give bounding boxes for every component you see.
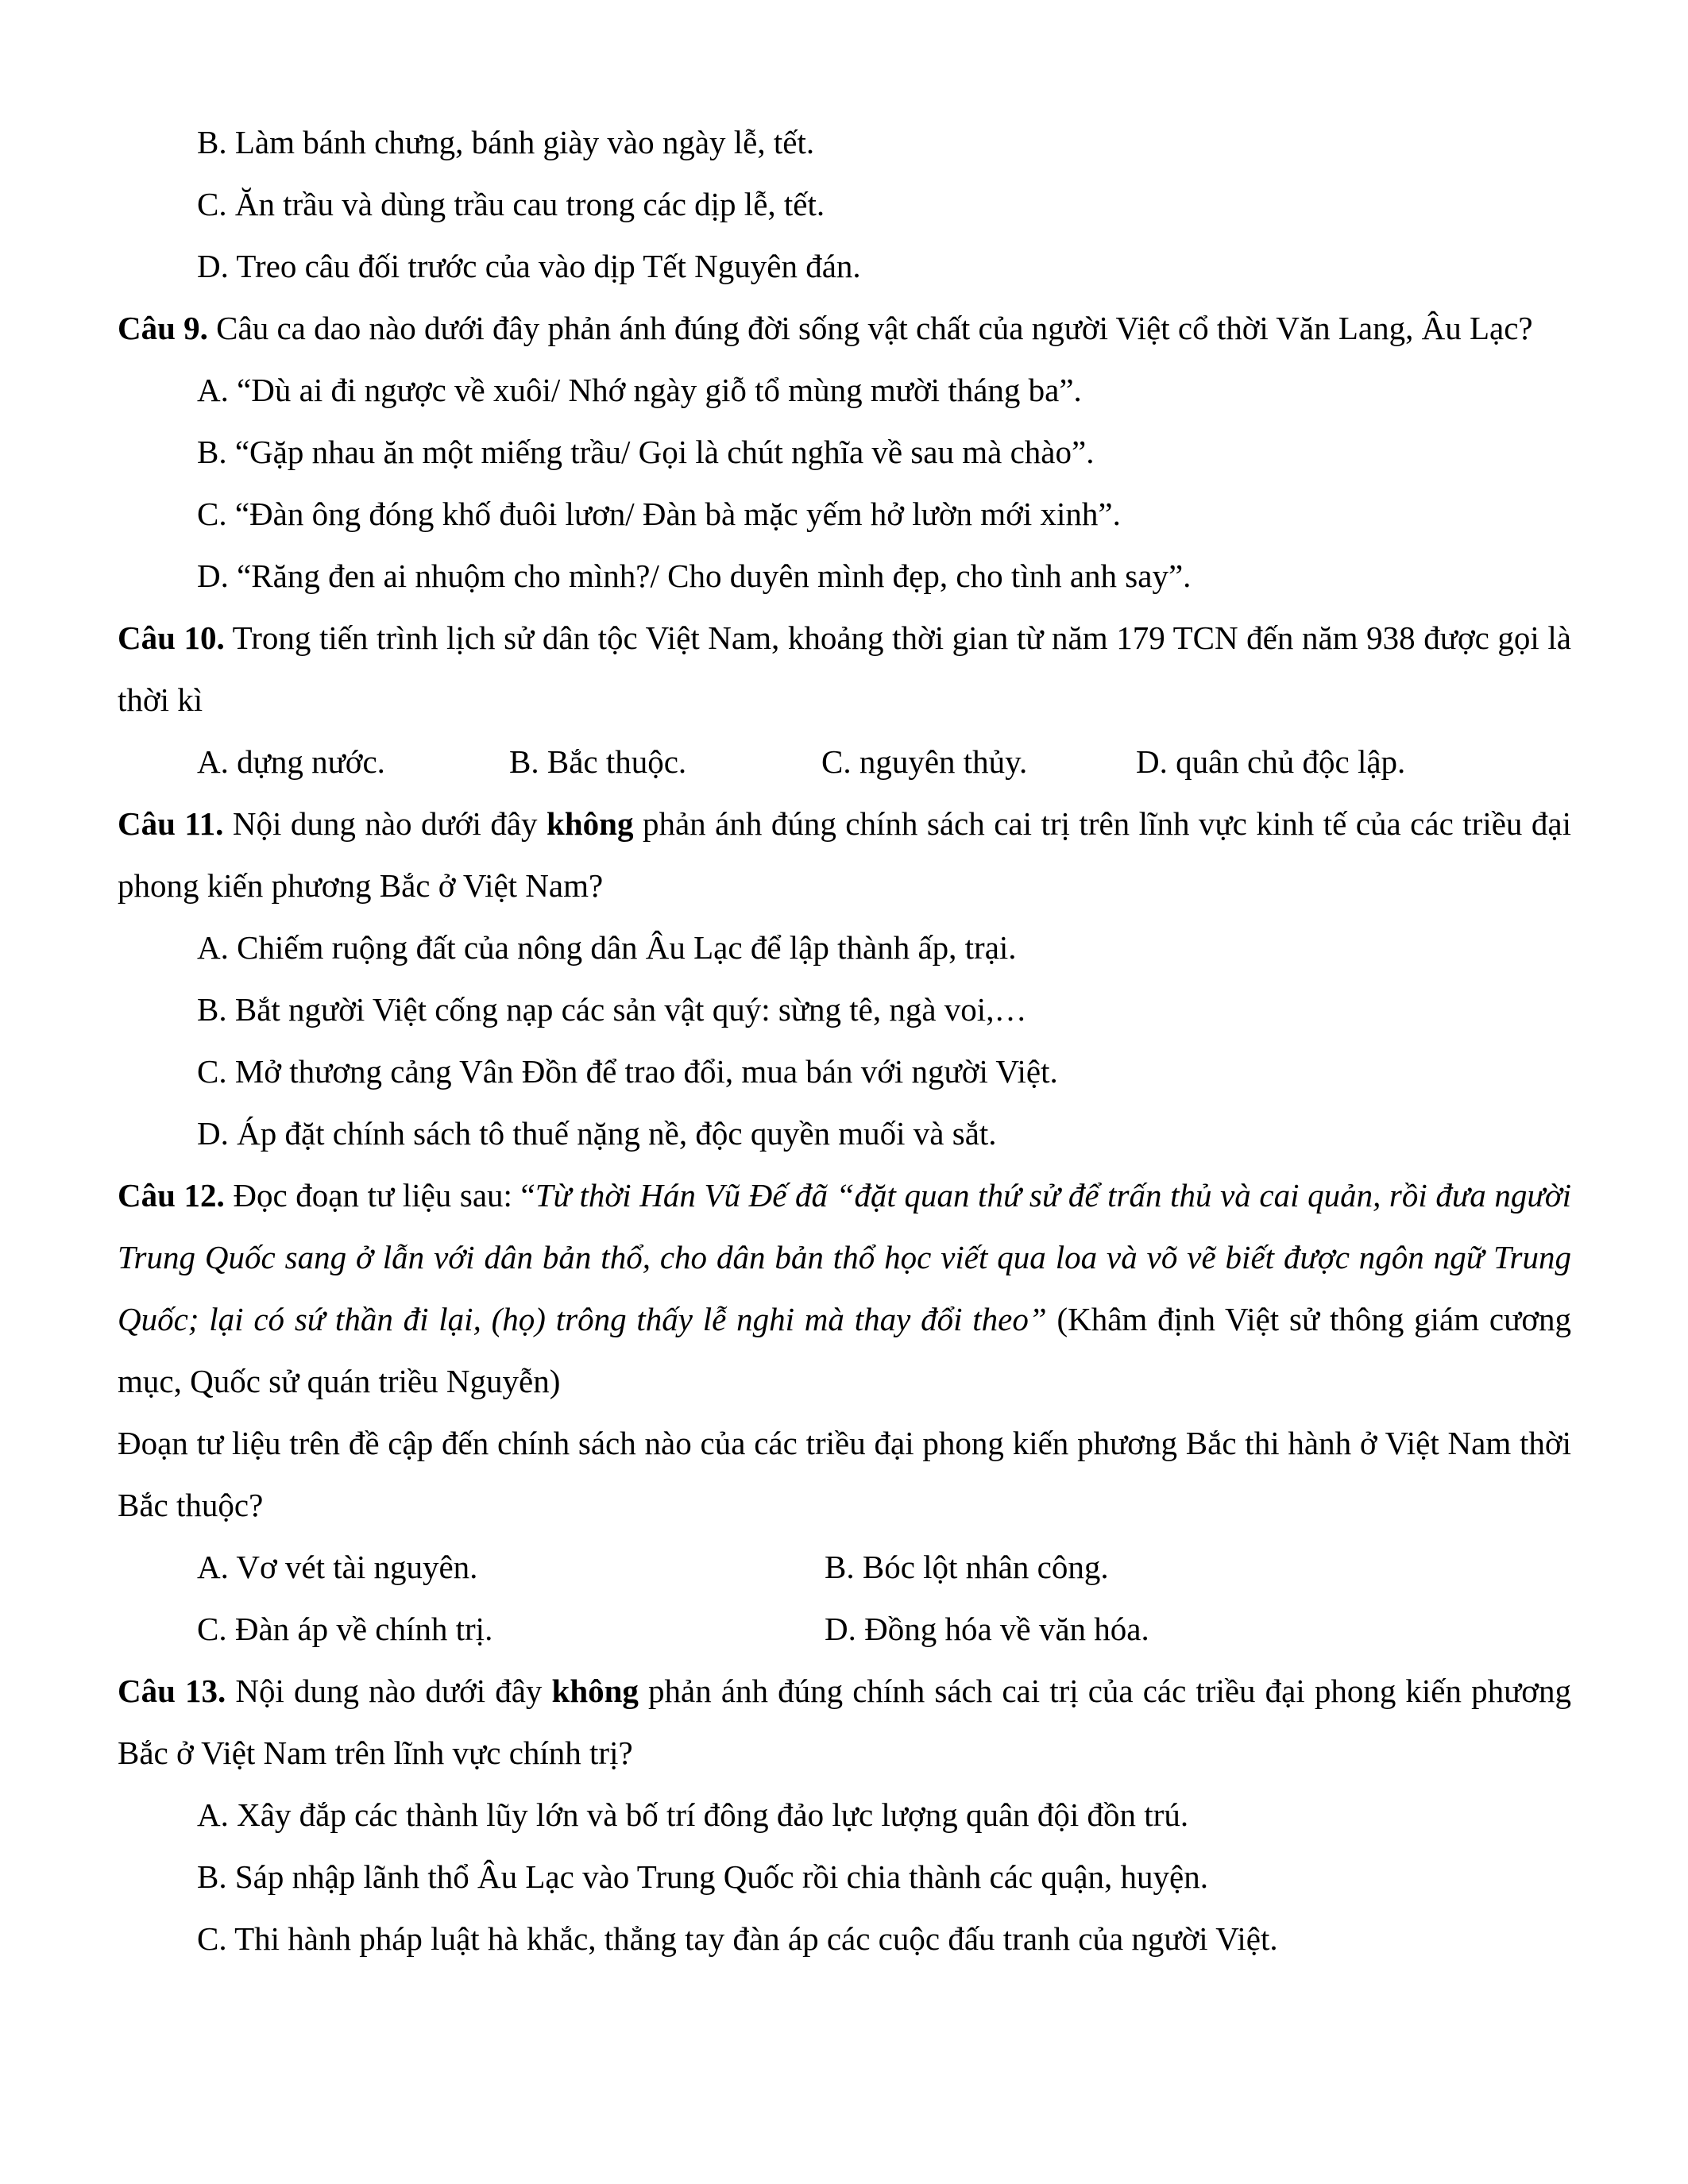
question-12-intro: Đọc đoạn tư liệu sau: “ <box>224 1177 535 1214</box>
question-12-question: Đoạn tư liệu trên đề cập đến chính sách nào của các triều đại phong kiến phương Bắc thi hành ở Việt Nam thời Bắc thuộc? <box>118 1425 1571 1523</box>
question-12-option-c: C. Đàn áp về chính trị. <box>197 1611 493 1647</box>
question-8-option-d: D. Treo câu đối trước của vào dịp Tết Nguyên đán. <box>197 248 861 284</box>
question-13-emphasis: không <box>551 1673 639 1709</box>
question-11-text-b: phản ánh đúng chính sách cai trị trên lĩnh vực kinh tế của các triều đại phong kiến phương Bắc ở Việt Nam? <box>118 805 1571 904</box>
question-11-text-a: Nội dung nào dưới đây <box>223 805 547 842</box>
question-10-option-c: C. nguyên thủy. <box>821 743 1028 780</box>
question-8-option-c: C. Ăn trầu và dùng trầu cau trong các dịp lễ, tết. <box>197 186 825 222</box>
question-11-option-a: A. Chiếm ruộng đất của nông dân Âu Lạc để lập thành ấp, trại. <box>197 929 1017 966</box>
question-12-option-a: A. Vơ vét tài nguyên. <box>197 1549 478 1585</box>
question-9-option-d: D. “Răng đen ai nhuộm cho mình?/ Cho duyên mình đẹp, cho tình anh say”. <box>197 558 1192 594</box>
question-9-option-c: C. “Đàn ông đóng khố đuôi lươn/ Đàn bà mặc yếm hở lườn mới xinh”. <box>197 496 1121 532</box>
question-11 <box>118 793 1571 1164</box>
question-9-text: Câu ca dao nào dưới đây phản ánh đúng đời sống vật chất của người Việt cổ thời Văn Lang, Âu Lạc? <box>207 310 1533 346</box>
question-12-passage <box>118 1164 1571 1412</box>
question-11-option-d: D. Áp đặt chính sách tô thuế nặng nề, độc quyền muối và sắt. <box>197 1115 997 1152</box>
question-13-stem <box>118 1660 1571 1784</box>
question-9-option-b: B. “Gặp nhau ăn một miếng trầu/ Gọi là chút nghĩa về sau mà chào”. <box>197 434 1095 470</box>
question-12-quote: Từ thời Hán Vũ Đế đã “đặt quan thứ sử để trấn thủ và cai quản, rồi đưa người Trung Quốc sang ở lẫn với dân bản thổ, cho dân bản thổ học viết qua loa và võ vẽ biết được ngôn ngữ Trung Quốc; lại có sứ thần đi lại, (họ) trông thấy lễ nghi mà thay đổi theo” <box>118 1177 1571 1337</box>
question-10-option-a: A. dựng nước. <box>197 743 385 780</box>
question-11-label: Câu 11. <box>118 805 224 842</box>
question-9-stem <box>118 297 1571 359</box>
question-10-text: Trong tiến trình lịch sử dân tộc Việt Nam, khoảng thời gian từ năm 179 TCN đến năm 938 được gọi là thời kì <box>118 619 1571 718</box>
question-11-emphasis: không <box>547 805 634 842</box>
question-9-option-a: A. “Dù ai đi ngược về xuôi/ Nhớ ngày giỗ tổ mùng mười tháng ba”. <box>197 372 1082 408</box>
question-13 <box>118 1660 1571 1970</box>
question-11-stem <box>118 793 1571 916</box>
question-12-source: (Khâm định Việt sử thông giám cương mục, Quốc sử quán triều Nguyễn) <box>118 1301 1571 1399</box>
question-13-text-b: phản ánh đúng chính sách cai trị của các triều đại phong kiến phương Bắc ở Việt Nam trên lĩnh vực chính trị? <box>118 1673 1571 1771</box>
question-10-options <box>118 731 1571 793</box>
question-10-option-d: D. quân chủ độc lập. <box>1136 743 1406 780</box>
question-13-option-c: C. Thi hành pháp luật hà khắc, thẳng tay đàn áp các cuộc đấu tranh của người Việt. <box>197 1920 1278 1957</box>
question-10 <box>118 607 1571 793</box>
question-8-option-b: B. Làm bánh chưng, bánh giày vào ngày lễ, tết. <box>197 124 815 160</box>
question-8-options <box>118 111 1571 297</box>
question-13-option-a: A. Xây đắp các thành lũy lớn và bố trí đông đảo lực lượng quân đội đồn trú. <box>197 1796 1189 1833</box>
question-10-label: Câu 10. <box>118 619 225 656</box>
question-12 <box>118 1164 1571 1660</box>
question-13-option-b: B. Sáp nhập lãnh thổ Âu Lạc vào Trung Quốc rồi chia thành các quận, huyện. <box>197 1858 1209 1895</box>
question-13-text-a: Nội dung nào dưới đây <box>226 1673 552 1709</box>
question-12-option-d: D. Đồng hóa về văn hóa. <box>825 1611 1149 1647</box>
document-page <box>118 111 1571 1970</box>
question-12-label: Câu 12. <box>118 1177 225 1214</box>
question-10-option-b: B. Bắc thuộc. <box>509 743 687 780</box>
question-13-label: Câu 13. <box>118 1673 226 1709</box>
question-12-options-row-1 <box>118 1536 1571 1598</box>
question-12-options-row-2 <box>118 1598 1571 1660</box>
question-10-stem <box>118 607 1571 731</box>
question-12-option-b: B. Bóc lột nhân công. <box>825 1549 1109 1585</box>
question-11-option-b: B. Bắt người Việt cống nạp các sản vật quý: sừng tê, ngà voi,… <box>197 991 1027 1028</box>
question-9-label: Câu 9. <box>118 310 208 346</box>
question-11-option-c: C. Mở thương cảng Vân Đồn để trao đổi, mua bán với người Việt. <box>197 1053 1058 1090</box>
question-9 <box>118 297 1571 607</box>
